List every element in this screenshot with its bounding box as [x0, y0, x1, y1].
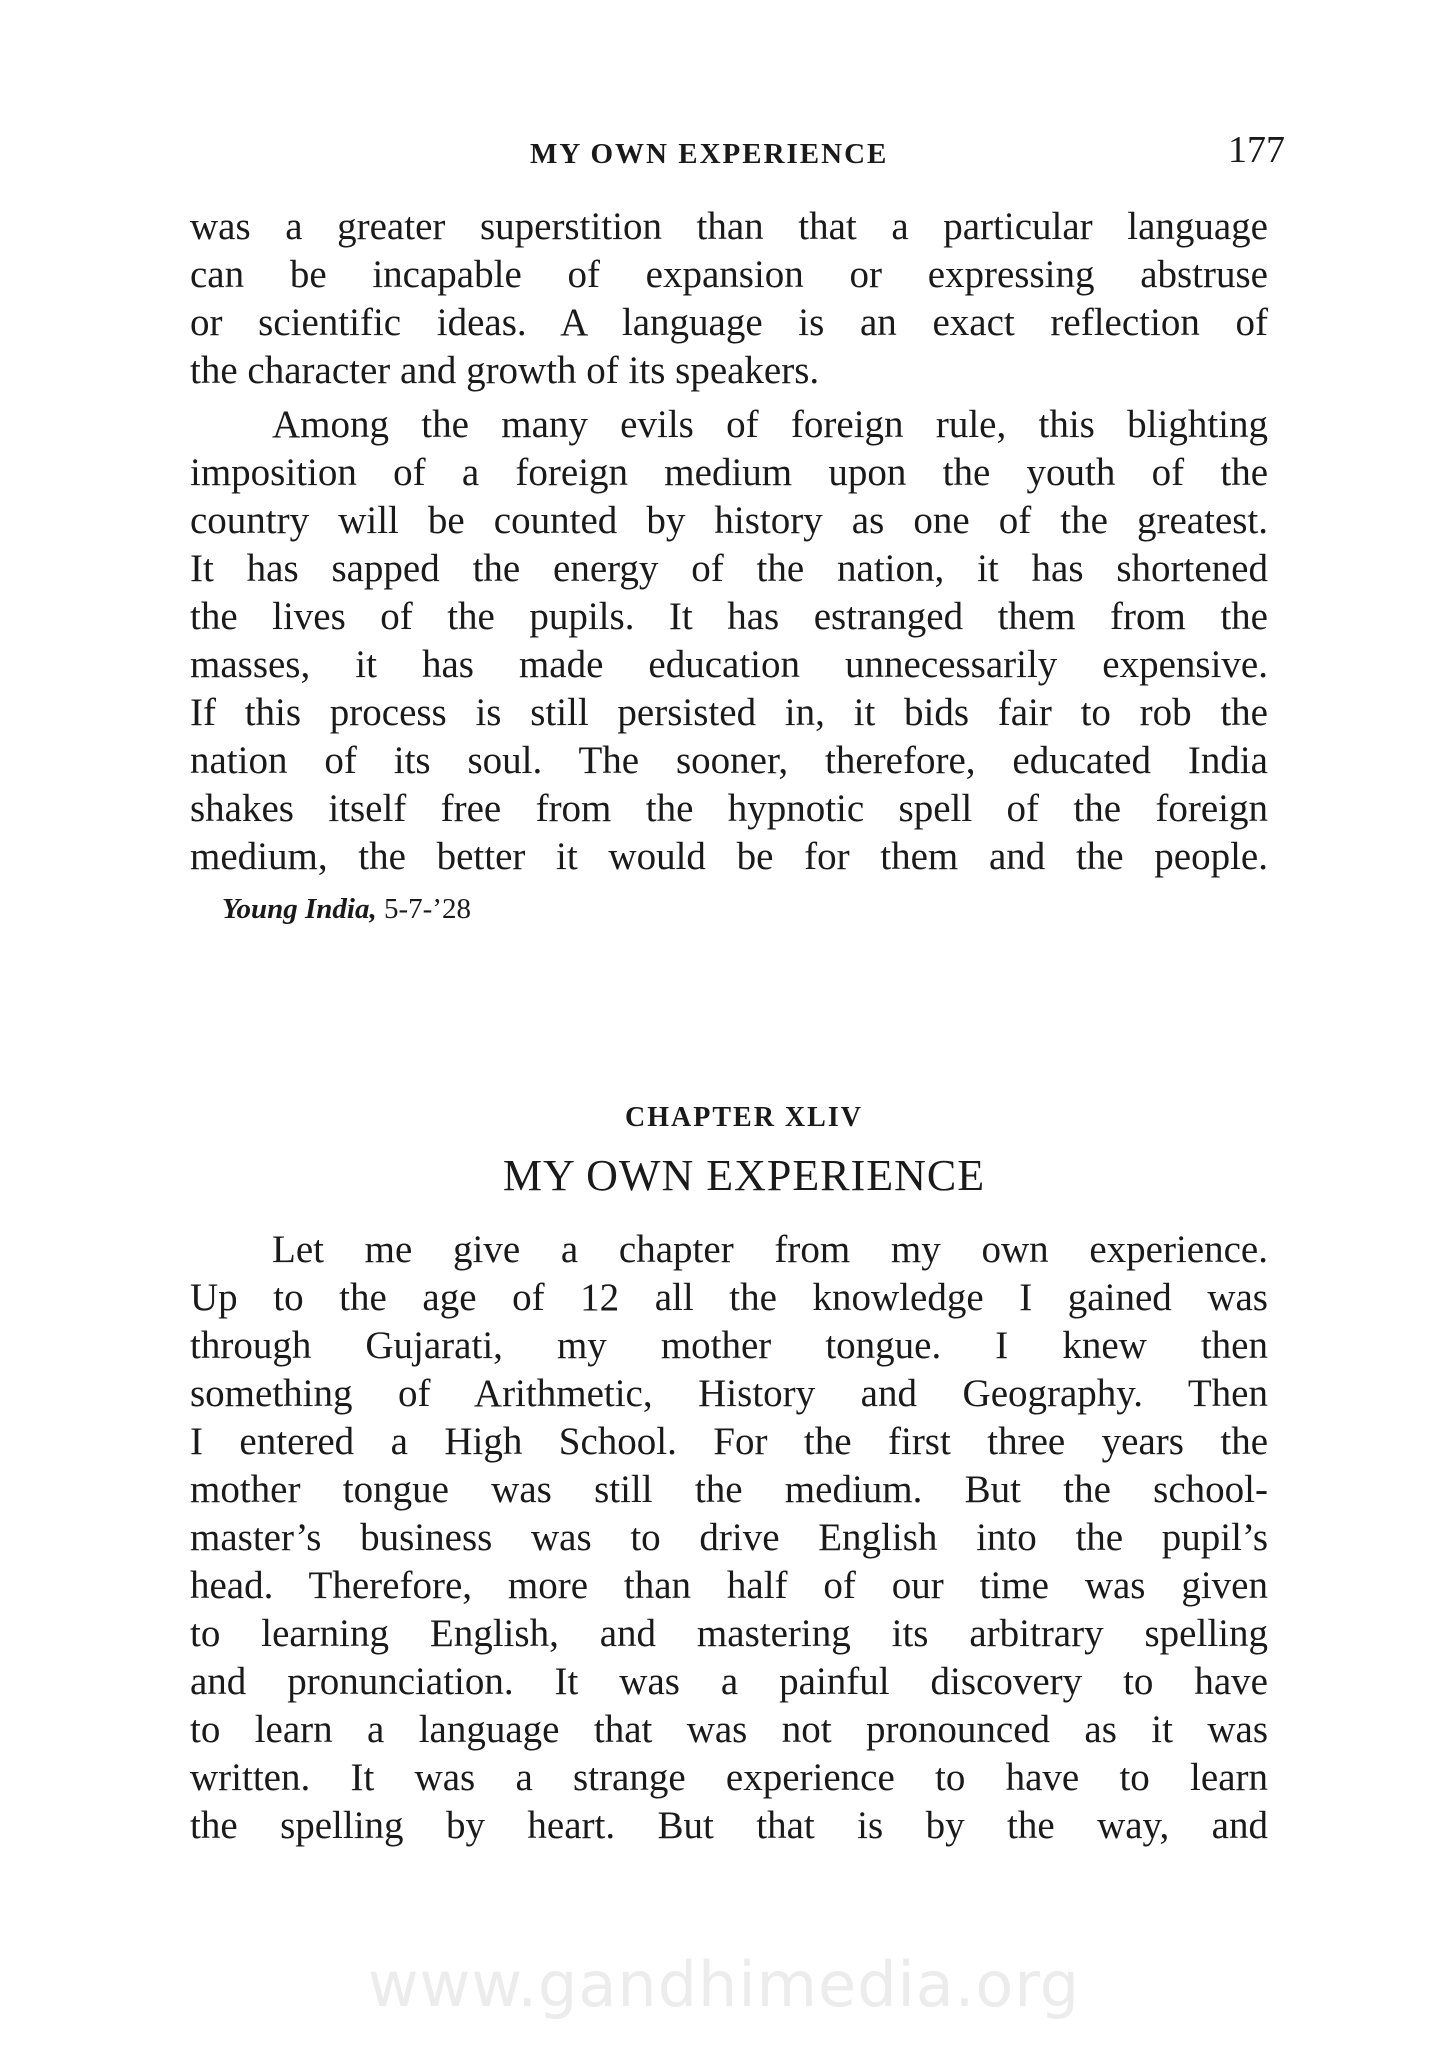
- text-line: to learning English, and mastering its arbitrary spelling: [190, 1612, 1268, 1655]
- text-line: written. It was a strange experience to have to learn: [190, 1756, 1268, 1799]
- text-line: medium, the better it would be for them and the people.: [190, 835, 1268, 878]
- text-line: mother tongue was still the medium. But the school-: [190, 1468, 1268, 1511]
- text-line: It has sapped the energy of the nation, it has shortened: [190, 547, 1268, 590]
- text-line: imposition of a foreign medium upon the youth of the: [190, 451, 1268, 494]
- text-line: Up to the age of 12 all the knowledge I gained was: [190, 1276, 1268, 1319]
- watermark: www.gandhimedia.org: [367, 1948, 1081, 2021]
- text-line: Let me give a chapter from my own experience.: [272, 1228, 1268, 1271]
- text-line: nation of its soul. The sooner, therefore, educated India: [190, 739, 1268, 782]
- text-line: the character and growth of its speakers.: [190, 349, 820, 392]
- chapter-title: MY OWN EXPERIENCE: [502, 1151, 986, 1200]
- text-line: can be incapable of expansion or expressing abstruse: [190, 253, 1268, 296]
- text-line: to learn a language that was not pronounced as it was: [190, 1708, 1268, 1751]
- text-line: country will be counted by history as one of the greatest.: [190, 499, 1268, 542]
- chapter-label: CHAPTER XLIV: [625, 1102, 863, 1133]
- chapter-paragraph: [190, 1226, 1268, 1850]
- paragraph-foreign-rule: [190, 401, 1268, 881]
- text-line: the lives of the pupils. It has estranged them from the: [190, 595, 1268, 638]
- page-number: 177: [1228, 129, 1285, 171]
- text-line: or scientific ideas. A language is an exact reflection of: [190, 301, 1268, 344]
- text-line: was a greater superstition than that a particular language: [190, 205, 1268, 248]
- text-line: masses, it has made education unnecessarily expensive.: [190, 643, 1268, 686]
- text-line: and pronunciation. It was a painful discovery to have: [190, 1660, 1268, 1703]
- text-line: something of Arithmetic, History and Geography. Then: [190, 1372, 1268, 1415]
- text-line: shakes itself free from the hypnotic spell of the foreign: [190, 787, 1268, 830]
- text-line: If this process is still persisted in, it bids fair to rob the: [190, 691, 1268, 734]
- text-line: the spelling by heart. But that is by the way, and: [190, 1804, 1268, 1847]
- citation-source: Young India,: [222, 893, 377, 925]
- text-line: head. Therefore, more than half of our time was given: [190, 1564, 1268, 1607]
- text-line: master’s business was to drive English into the pupil’s: [190, 1516, 1268, 1559]
- text-line: I entered a High School. For the first three years the: [190, 1420, 1268, 1463]
- citation-date: 5-7-’28: [383, 893, 471, 925]
- paragraph-continuation: [190, 203, 1268, 395]
- text-line: through Gujarati, my mother tongue. I knew then: [190, 1324, 1268, 1367]
- running-head: MY OWN EXPERIENCE: [530, 138, 889, 170]
- text-line: Among the many evils of foreign rule, this blighting: [272, 403, 1268, 446]
- citation: [222, 893, 471, 926]
